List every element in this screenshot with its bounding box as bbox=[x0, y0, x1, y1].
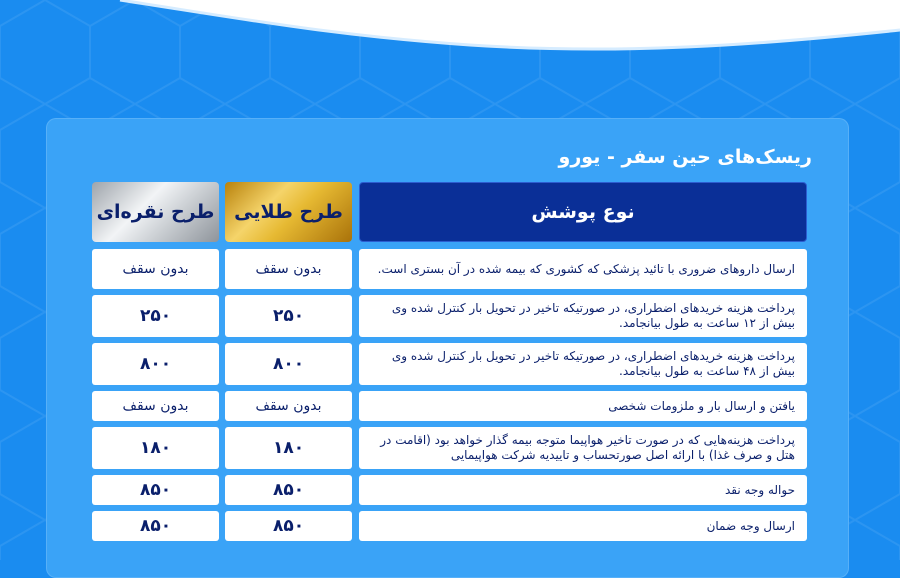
row-gold-cell: ۱۸۰ bbox=[225, 427, 352, 469]
row-coverage-cell: یافتن و ارسال بار و ملزومات شخصی bbox=[359, 391, 807, 421]
header-coverage-type: نوع پوشش bbox=[359, 182, 807, 242]
row-coverage-cell: ارسال وجه ضمان bbox=[359, 511, 807, 541]
row-gold-cell: ۸۵۰ bbox=[225, 475, 352, 505]
row-silver-cell: بدون سقف bbox=[92, 391, 219, 421]
row-gold-cell: ۸۵۰ bbox=[225, 511, 352, 541]
header-gold-plan: طرح طلایی bbox=[225, 182, 352, 242]
row-silver-cell: ۸۰۰ bbox=[92, 343, 219, 385]
row-coverage-cell: پرداخت هزینه‌هایی که در صورت تاخیر هواپیما متوجه بیمه گذار خواهد بود (اقامت در هتل و صرف غذا) با ارائه اصل صورتحساب و تاییدیه شرکت هواپیمایی bbox=[359, 427, 807, 469]
header-silver-plan: طرح نقره‌ای bbox=[92, 182, 219, 242]
row-gold-cell: بدون سقف bbox=[225, 249, 352, 289]
row-silver-cell: ۸۵۰ bbox=[92, 475, 219, 505]
row-coverage-cell: ارسال داروهای ضروری با تائید پزشکی که کشوری که بیمه شده در آن بستری است. bbox=[359, 249, 807, 289]
row-gold-cell: ۲۵۰ bbox=[225, 295, 352, 337]
row-silver-cell: ۸۵۰ bbox=[92, 511, 219, 541]
row-gold-cell: ۸۰۰ bbox=[225, 343, 352, 385]
row-coverage-cell: حواله وجه نقد bbox=[359, 475, 807, 505]
row-coverage-cell: پرداخت هزینه خریدهای اضطراری، در صورتیکه تاخیر در تحویل بار کنترل شده وی بیش از ۴۸ ساعت به طول بیانجامد. bbox=[359, 343, 807, 385]
row-gold-cell: بدون سقف bbox=[225, 391, 352, 421]
page-title: ریسک‌های حین سفر - یورو bbox=[558, 146, 812, 168]
row-silver-cell: بدون سقف bbox=[92, 249, 219, 289]
row-silver-cell: ۱۸۰ bbox=[92, 427, 219, 469]
row-coverage-cell: پرداخت هزینه خریدهای اضطراری، در صورتیکه تاخیر در تحویل بار کنترل شده وی بیش از ۱۲ ساعت به طول بیانجامد. bbox=[359, 295, 807, 337]
row-silver-cell: ۲۵۰ bbox=[92, 295, 219, 337]
top-wave-decoration bbox=[0, 0, 900, 80]
